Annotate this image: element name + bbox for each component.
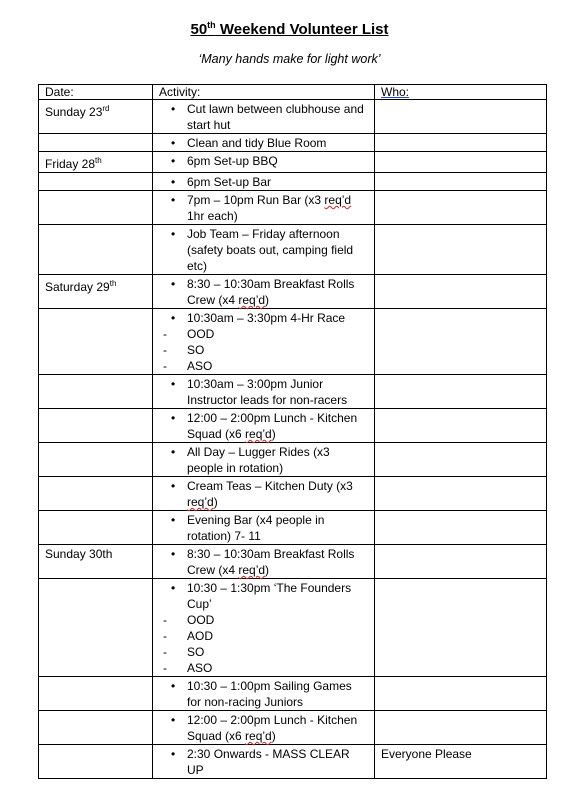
activity-cell — [153, 152, 375, 173]
table-row — [39, 579, 547, 677]
activity-cell — [153, 511, 375, 545]
activity-text: 10:30am – 3:00pm Junior Instructor leads for non-racers — [187, 377, 348, 407]
activity-text: Job Team – Friday afternoon (safety boats out, camping field etc) — [187, 227, 354, 273]
activity-list — [159, 226, 369, 274]
date-cell — [39, 745, 153, 779]
bullet-icon: • — [171, 479, 176, 493]
activity-text: ASO — [187, 661, 213, 675]
date-cell — [39, 100, 153, 134]
activity-list — [159, 712, 369, 744]
who-cell[interactable] — [375, 225, 547, 275]
table-row — [39, 443, 547, 477]
activity-cell — [153, 309, 375, 375]
table-row — [39, 677, 547, 711]
activity-text: Evening Bar (x4 people in rotation) 7- 11 — [187, 513, 325, 543]
list-item — [159, 512, 369, 544]
activity-text: 10:30am – 3:30pm 4-Hr Race — [187, 311, 346, 325]
activity-list — [159, 276, 369, 308]
table-row — [39, 309, 547, 375]
table-header-row — [39, 85, 547, 100]
bullet-icon: • — [171, 547, 176, 561]
who-cell[interactable] — [375, 409, 547, 443]
list-item — [159, 612, 369, 628]
who-cell[interactable] — [375, 477, 547, 511]
bullet-icon: • — [171, 713, 176, 727]
list-item — [159, 746, 369, 778]
date-cell — [39, 443, 153, 477]
activity-cell — [153, 134, 375, 152]
list-item — [159, 226, 369, 274]
date-label: Sunday 23 — [45, 105, 103, 119]
list-item — [159, 358, 369, 374]
date-cell — [39, 711, 153, 745]
activity-text: 7pm – 10pm Run Bar (x3 req’d 1hr each) — [187, 193, 352, 223]
bullet-icon: • — [171, 679, 176, 693]
date-cell — [39, 191, 153, 225]
who-cell[interactable] — [375, 191, 547, 225]
volunteer-table — [38, 84, 547, 779]
spellcheck-word: req’d — [238, 293, 266, 307]
list-item — [159, 444, 369, 476]
activity-list — [159, 580, 369, 676]
activity-text: Cut lawn between clubhouse and start hut — [187, 102, 364, 132]
activity-list — [159, 512, 369, 544]
list-item — [159, 376, 369, 408]
table-row — [39, 134, 547, 152]
activity-list — [159, 546, 369, 578]
bullet-icon: • — [171, 102, 176, 116]
table-row — [39, 275, 547, 309]
bullet-icon: • — [171, 136, 176, 150]
activity-text: Cream Teas – Kitchen Duty (x3 req’d) — [187, 479, 353, 509]
list-item — [159, 135, 369, 151]
list-item — [159, 678, 369, 710]
activity-cell — [153, 225, 375, 275]
activity-text: 6pm Set-up Bar — [187, 175, 272, 189]
dash-icon: - — [163, 359, 167, 373]
date-cell — [39, 173, 153, 191]
date-suffix: th — [95, 156, 102, 165]
list-item — [159, 101, 369, 133]
page-title: 50th Weekend Volunteer List — [190, 20, 389, 38]
bullet-icon: • — [171, 193, 176, 207]
list-item — [159, 478, 369, 510]
table-row — [39, 173, 547, 191]
date-cell — [39, 134, 153, 152]
activity-list — [159, 153, 369, 169]
table-row — [39, 225, 547, 275]
table-row — [39, 152, 547, 173]
dash-icon: - — [163, 629, 167, 643]
date-cell — [39, 309, 153, 375]
page-subtitle: ‘Many hands make for light work’ — [198, 52, 381, 66]
date-label: Sunday 30th — [45, 547, 113, 561]
bullet-icon: • — [171, 445, 176, 459]
activity-text: Clean and tidy Blue Room — [187, 136, 327, 150]
bullet-icon: • — [171, 311, 176, 325]
activity-text: OOD — [187, 613, 215, 627]
activity-text: 10:30 – 1:30pm ‘The Founders Cup’ — [187, 581, 352, 611]
bullet-icon: • — [171, 227, 176, 241]
header-date: Date: — [39, 85, 153, 100]
list-item — [159, 712, 369, 744]
table-row — [39, 409, 547, 443]
dash-icon: - — [163, 613, 167, 627]
activity-cell — [153, 173, 375, 191]
activity-cell — [153, 477, 375, 511]
activity-cell — [153, 191, 375, 225]
activity-text: OOD — [187, 327, 215, 341]
activity-cell — [153, 409, 375, 443]
activity-cell — [153, 745, 375, 779]
date-label: Friday 28 — [45, 157, 96, 171]
bullet-icon: • — [171, 277, 176, 291]
activity-text: 8:30 – 10:30am Breakfast Rolls Crew (x4 req’d) — [187, 547, 355, 577]
date-cell — [39, 579, 153, 677]
dash-icon: - — [163, 327, 167, 341]
date-suffix: rd — [102, 104, 110, 113]
who-cell[interactable] — [375, 275, 547, 309]
date-cell — [39, 477, 153, 511]
date-cell — [39, 545, 153, 579]
table-row — [39, 745, 547, 779]
who-cell[interactable]: Everyone Please — [375, 745, 547, 779]
header-activity: Activity: — [153, 85, 375, 100]
bullet-icon: • — [171, 175, 176, 189]
list-item — [159, 644, 369, 660]
bullet-icon: • — [171, 377, 176, 391]
list-item — [159, 310, 369, 326]
list-item — [159, 546, 369, 578]
activity-cell — [153, 677, 375, 711]
who-cell[interactable] — [375, 100, 547, 134]
activity-list — [159, 192, 369, 224]
who-cell[interactable] — [375, 545, 547, 579]
date-cell — [39, 677, 153, 711]
date-cell — [39, 152, 153, 173]
activity-text: 12:00 – 2:00pm Lunch - Kitchen Squad (x6 req’d) — [187, 411, 358, 441]
table-row — [39, 191, 547, 225]
activity-cell — [153, 375, 375, 409]
list-item — [159, 660, 369, 676]
activity-text: AOD — [187, 629, 214, 643]
activity-list — [159, 678, 369, 710]
list-item — [159, 326, 369, 342]
spellcheck-word: req’d — [324, 193, 352, 207]
who-cell[interactable] — [375, 443, 547, 477]
date-suffix: th — [109, 279, 117, 288]
activity-list — [159, 135, 369, 151]
header-who: Who: — [375, 85, 547, 100]
activity-text: ASO — [187, 359, 213, 373]
list-item — [159, 580, 369, 612]
table-row — [39, 545, 547, 579]
activity-text: 6pm Set-up BBQ — [187, 154, 278, 168]
bullet-icon: • — [171, 581, 176, 595]
activity-list — [159, 478, 369, 510]
table-row — [39, 511, 547, 545]
spellcheck-word: req’d — [245, 729, 272, 743]
who-cell[interactable] — [375, 511, 547, 545]
activity-list — [159, 746, 369, 778]
activity-cell — [153, 100, 375, 134]
activity-cell — [153, 443, 375, 477]
activity-list — [159, 444, 369, 476]
who-cell[interactable] — [375, 152, 547, 173]
date-cell — [39, 511, 153, 545]
date-cell — [39, 275, 153, 309]
who-cell[interactable] — [375, 134, 547, 152]
table-row — [39, 100, 547, 134]
who-cell[interactable] — [375, 711, 547, 745]
activity-list — [159, 310, 369, 374]
activity-text: 12:00 – 2:00pm Lunch - Kitchen Squad (x6 req’d) — [187, 713, 358, 743]
table-row — [39, 711, 547, 745]
date-cell — [39, 375, 153, 409]
list-item — [159, 192, 369, 224]
who-cell[interactable] — [375, 579, 547, 677]
date-cell — [39, 225, 153, 275]
activity-text: SO — [187, 645, 205, 659]
list-item — [159, 410, 369, 442]
activity-cell — [153, 275, 375, 309]
activity-text: 10:30 – 1:00pm Sailing Games for non-racing Juniors — [187, 679, 352, 709]
bullet-icon: • — [171, 513, 176, 527]
who-cell[interactable] — [375, 173, 547, 191]
table-row — [39, 375, 547, 409]
activity-list — [159, 174, 369, 190]
list-item — [159, 342, 369, 358]
activity-list — [159, 101, 369, 133]
who-cell[interactable] — [375, 375, 547, 409]
list-item — [159, 276, 369, 308]
table-row — [39, 477, 547, 511]
bullet-icon: • — [171, 154, 176, 168]
spellcheck-word: req’d — [245, 427, 272, 441]
activity-text: All Day – Lugger Rides (x3 people in rotation) — [187, 445, 330, 475]
date-label: Saturday 29 — [45, 280, 110, 294]
bullet-icon: • — [171, 747, 176, 761]
date-cell — [39, 409, 153, 443]
list-item — [159, 628, 369, 644]
activity-cell — [153, 711, 375, 745]
who-cell[interactable] — [375, 677, 547, 711]
bullet-icon: • — [171, 411, 176, 425]
dash-icon: - — [163, 645, 167, 659]
activity-text: SO — [187, 343, 205, 357]
activity-list — [159, 410, 369, 442]
dash-icon: - — [163, 343, 167, 357]
activity-cell — [153, 545, 375, 579]
who-cell[interactable] — [375, 309, 547, 375]
spellcheck-word: req’d — [187, 495, 214, 509]
list-item — [159, 174, 369, 190]
dash-icon: - — [163, 661, 167, 675]
activity-list — [159, 376, 369, 408]
list-item — [159, 153, 369, 169]
spellcheck-word: req’d — [238, 563, 266, 577]
activity-text: 8:30 – 10:30am Breakfast Rolls Crew (x4 req’d) — [187, 277, 355, 307]
activity-cell — [153, 579, 375, 677]
activity-text: 2:30 Onwards - MASS CLEAR UP — [187, 747, 350, 777]
